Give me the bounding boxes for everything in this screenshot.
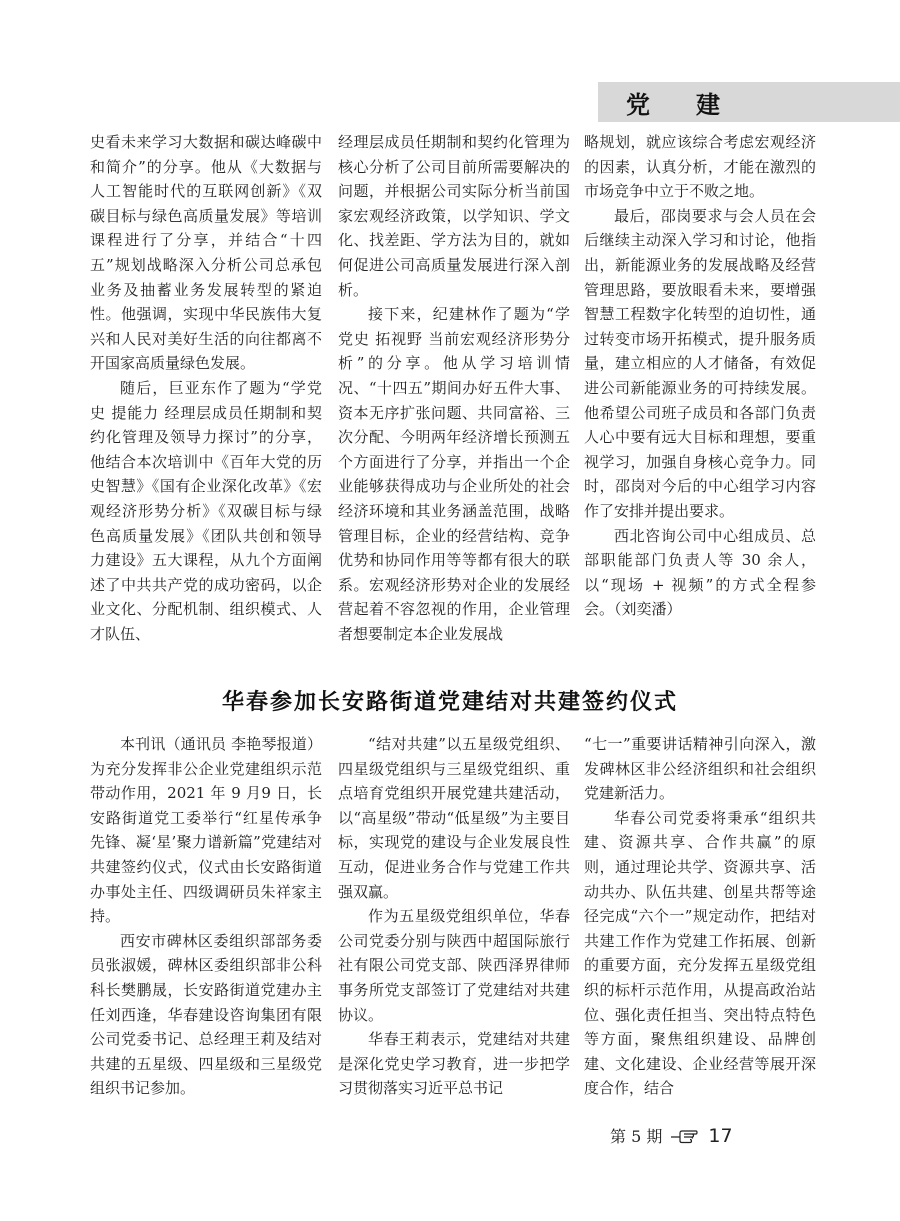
- paragraph: 华春公司党委将秉承“组织共建、资源共享、合作共赢”的原则，通过理论共学、资源共享、活动共办、队伍共建、创星共帮等途径完成“六个一”规定动作，把结对共建工作作为党建工作拓展、创新的重要方面，充分发挥五星级党组织的标杆示范作用，从提高政治站位、强化责任担当、突出特点特色等方面，聚焦组织建设、品牌创建、文化建设、企业经营等展开深度合作，结合: [584, 808, 816, 1098]
- pointing-hand-icon: [670, 1128, 698, 1144]
- page-footer: [610, 1124, 733, 1147]
- section-title: 党建: [626, 90, 766, 119]
- paragraph: 西安市碑林区委组织部部务委员张淑媛，碑林区委组织部非公科科长樊鹏晟，长安路街道党建办主任刘西逢，华春建设咨询集团有限公司党委书记、总经理王莉及结对共建的五星级、四星级和三星级党组织书记参加。: [90, 931, 322, 1098]
- article-headline: 华春参加长安路街道党建结对共建签约仪式: [221, 690, 678, 715]
- top-article-column-3: [584, 130, 816, 678]
- page-number: 17: [708, 1124, 733, 1147]
- paragraph: 西北咨询公司中心组成员、总部职能部门负责人等 30 余人，以“现场 + 视频”的方式全程参会。（刘奕潘）: [584, 526, 816, 619]
- paragraph: 作为五星级党组织单位，华春公司党委分别与陕西中超国际旅行社有限公司党支部、陕西泽界律师事务所党支部签订了党建结对共建协议。: [338, 907, 570, 1024]
- top-article-column-1: [90, 130, 322, 678]
- section-tab: [598, 82, 900, 122]
- bottom-article-column-3: [584, 732, 816, 1098]
- paragraph: 经理层成员任期制和契约化管理为核心分析了公司目前所需要解决的问题，并根据公司实际分析当前国家宏观经济政策，以学知识、学文化、找差距、学方法为目的，就如何促进公司高质量发展进行深入剖析。: [338, 133, 570, 299]
- bottom-article-column-2: [338, 732, 570, 1098]
- top-article-column-2: [338, 130, 570, 678]
- bottom-article-column-1: [90, 732, 322, 1098]
- paragraph: “结对共建”以五星级党组织、四星级党组织与三星级党组织、重点培育党组织开展党建共建活动，以“高星级”带动“低星级”为主要目标，实现党的建设与企业发展良性互动，促进业务合作与党建工作共强双赢。: [338, 735, 570, 901]
- paragraph: 接下来，纪建林作了题为“学党史 拓视野 当前宏观经济形势分析”的分享。他从学习培训情况、“十四五”期间办好五件大事、资本无序扩张问题、共同富裕、三次分配、今明两年经济增长预测五个方面进行了分享，并指出一个企业能够获得成功与企业所处的社会经济环境和其业务涵盖范围，战略管理目标，企业的经营结构、竞争优势和协同作用等等都有很大的联系。宏观经济形势对企业的发展经营起着不容忽视的作用，企业管理者想要制定本企业发展战: [338, 305, 570, 643]
- paragraph: 华春王莉表示，党建结对共建是深化党史学习教育，进一步把学习贯彻落实习近平总书记: [338, 1030, 570, 1098]
- paragraph: 最后，邵岗要求与会人员在会后继续主动深入学习和讨论，他指出，新能源业务的发展战略及经营管理思路，要放眼看未来，要增强智慧工程数字化转型的迫切性，通过转变市场开拓模式，提升服务质量，建立相应的人才储备，有效促进公司新能源业务的可持续发展。他希望公司班子成员和各部门负责人心中要有远大目标和理想，要重视学习，加强自身核心竞争力。同时，邵岗对今后的中心组学习内容作了安排并提出要求。: [584, 206, 816, 520]
- paragraph: 随后，巨亚东作了题为“学党史 提能力 经理层成员任期制和契约化管理及领导力探讨”的分享，他结合本次培训中《百年大党的历史智慧》《国有企业深化改革》《宏观经济形势分析》《双碳目标与绿色高质量发展》《团队共创和领导力建设》五大课程，从九个方面阐述了中共共产党的成功密码，以企业文化、分配机制、组织模式、人才队伍、: [90, 378, 322, 643]
- issue-number: 第 5 期: [610, 1127, 663, 1146]
- paragraph: 略规划，就应该综合考虑宏观经济的因素，认真分析，才能在激烈的市场竞争中立于不败之地。: [584, 133, 816, 201]
- paragraph: “七一”重要讲话精神引向深入，激发碑林区非公经济组织和社会组织党建新活力。: [584, 735, 816, 803]
- paragraph: 史看未来学习大数据和碳达峰碳中和简介”的分享。他从《大数据与人工智能时代的互联网创新》《双碳目标与绿色高质量发展》等培训课程进行了分享，并结合“十四五”规划战略深入分析公司总承包业务及抽蓄业务发展转型的紧迫性。他强调，实现中华民族伟大复兴和人民对美好生活的向往都离不开国家高质量绿色发展。: [90, 133, 322, 373]
- paragraph: 本刊讯（通讯员 李艳琴报道）为充分发挥非公企业党建组织示范带动作用，2021 年 9 月9 日，长安路街道党工委举行“红星传承争先锋、凝‘星’聚力谱新篇”党建结对共建签约仪式，仪式由长安路街道办事处主任、四级调研员朱祥家主持。: [90, 735, 322, 926]
